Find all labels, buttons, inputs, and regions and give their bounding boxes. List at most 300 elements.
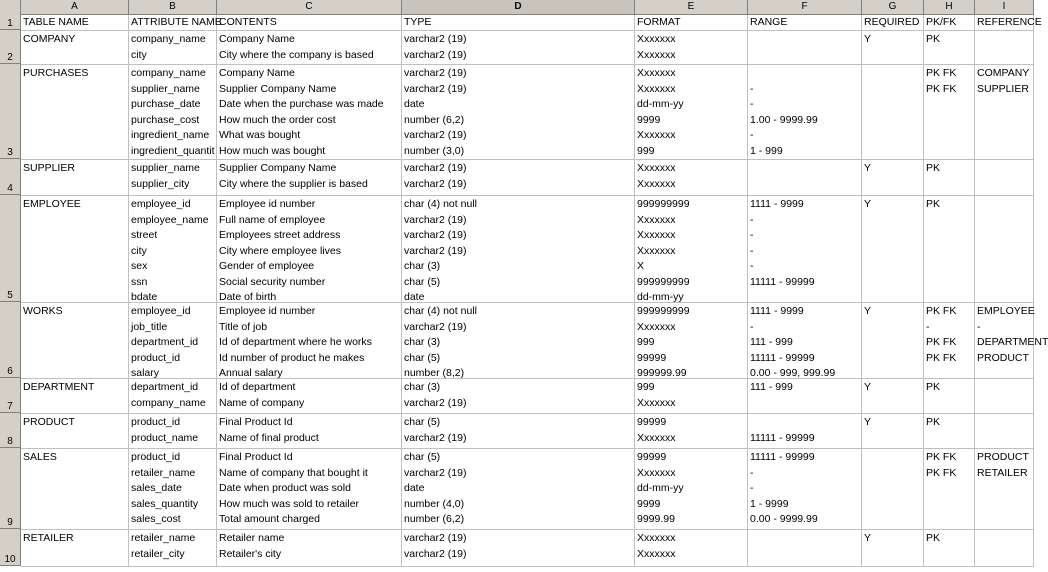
header-label: TABLE NAME — [23, 16, 89, 28]
cell-line: sex — [131, 260, 148, 272]
required-cell[interactable] — [862, 65, 924, 159]
reference-cell[interactable] — [975, 196, 1034, 302]
cell-line: DEPARTMENT — [977, 336, 1048, 348]
cell-line: - — [977, 320, 981, 333]
cell-line: Total amount charged — [219, 513, 320, 525]
attribute-cell[interactable] — [129, 196, 217, 302]
cell-line: Retailer name — [219, 532, 285, 544]
cell-line: employee_id — [131, 198, 191, 210]
cell-line: 999 — [637, 144, 655, 157]
cell-line: City where the supplier is based — [219, 177, 368, 190]
cell-line — [864, 113, 921, 129]
cell-line: char (3) — [404, 381, 441, 393]
type-cell[interactable] — [402, 65, 635, 159]
cell-line: Retailer's city — [219, 547, 282, 560]
cell-line: purchase_date — [131, 98, 201, 110]
cell-line — [750, 547, 859, 563]
cell-line: 99999 — [637, 451, 667, 463]
contents-cell[interactable] — [217, 379, 402, 413]
header-cell-type[interactable] — [402, 15, 635, 30]
cell-line: city — [131, 48, 147, 61]
cell-line: 1111 - 9999 — [750, 305, 804, 317]
reference-cell[interactable] — [975, 449, 1034, 529]
range-cell[interactable] — [748, 31, 862, 64]
row-header-7[interactable] — [0, 378, 21, 413]
row-number: 5 — [7, 290, 13, 301]
row-header-9[interactable] — [0, 448, 21, 529]
cell-line: number (4,0) — [404, 497, 465, 510]
column-header-i[interactable]: I — [975, 0, 1034, 14]
table-row — [21, 31, 1034, 65]
cell-line: - — [750, 320, 754, 333]
table-row — [21, 449, 1034, 530]
row-header-2[interactable] — [0, 30, 21, 64]
cell-line — [750, 32, 859, 48]
reference-cell[interactable] — [975, 530, 1034, 566]
header-label: REFERENCE — [977, 16, 1042, 28]
table-name-cell[interactable] — [21, 530, 129, 566]
cell-line: DEPARTMENT — [23, 381, 95, 393]
reference-cell[interactable] — [975, 414, 1034, 448]
cell-line: RETAILER — [977, 466, 1028, 479]
format-cell[interactable] — [635, 379, 748, 413]
pk-fk-cell[interactable] — [924, 379, 975, 413]
cell-line: date — [404, 98, 425, 110]
cell-line: Title of job — [219, 320, 268, 333]
cell-line — [864, 431, 921, 447]
cell-line: - — [750, 98, 754, 110]
contents-cell[interactable] — [217, 449, 402, 529]
cell-line — [864, 351, 921, 367]
header-row — [21, 15, 1042, 31]
cell-line: varchar2 (19) — [404, 244, 467, 257]
cell-line: char (5) — [404, 451, 441, 463]
attribute-cell[interactable] — [129, 530, 217, 566]
header-cell-range[interactable] — [748, 15, 862, 30]
cell-line — [926, 48, 972, 64]
row-header-4[interactable] — [0, 159, 21, 195]
cell-line — [864, 466, 921, 482]
header-cell-attribute-name[interactable] — [129, 15, 222, 30]
cell-line: number (6,2) — [404, 113, 465, 126]
cell-line: Xxxxxxx — [637, 213, 676, 226]
row-number: 1 — [7, 18, 13, 29]
cell-line — [977, 128, 1031, 144]
cell-line — [977, 113, 1031, 129]
type-cell[interactable] — [402, 530, 635, 566]
cell-line: 1 - 999 — [750, 144, 783, 157]
header-cell-contents[interactable] — [217, 15, 402, 30]
cell-line: 1.00 - 9999.99 — [750, 113, 818, 126]
cell-line — [750, 161, 859, 177]
cell-line: bdate — [131, 291, 158, 303]
cell-line — [977, 481, 1031, 497]
cell-line — [864, 213, 921, 229]
cell-line — [977, 547, 1031, 563]
cell-line — [926, 128, 972, 144]
cell-line: varchar2 (19) — [404, 547, 467, 560]
table-name-cell[interactable] — [21, 65, 129, 159]
cell-line: varchar2 (19) — [404, 396, 467, 409]
cell-line — [977, 259, 1031, 275]
cell-line: City where employee lives — [219, 244, 341, 257]
cell-line: - — [926, 320, 930, 333]
format-cell[interactable] — [635, 160, 748, 195]
header-cell-required[interactable] — [862, 15, 924, 30]
cell-line: Employee id number — [219, 198, 316, 210]
cell-line: 1 - 9999 — [750, 497, 789, 510]
required-cell[interactable] — [862, 303, 924, 378]
cell-line — [864, 128, 921, 144]
attribute-cell[interactable] — [129, 414, 217, 448]
cell-line: - — [750, 213, 754, 226]
cell-line — [750, 66, 859, 82]
cell-line: employee_id — [131, 305, 191, 317]
column-header-a[interactable]: A — [21, 0, 129, 14]
required-cell[interactable] — [862, 414, 924, 448]
reference-cell[interactable] — [975, 65, 1034, 159]
cell-line: dd-mm-yy — [637, 482, 684, 494]
cell-line: supplier_city — [131, 177, 190, 190]
row-header-1[interactable] — [0, 14, 21, 30]
cell-line: Xxxxxxx — [637, 396, 676, 409]
contents-cell[interactable] — [217, 414, 402, 448]
cell-line: PK — [926, 381, 941, 393]
cell-line — [977, 431, 1031, 447]
type-cell[interactable] — [402, 449, 635, 529]
cell-line: EMPLOYEE — [23, 198, 81, 210]
table-row — [21, 160, 1034, 196]
table-name-cell[interactable] — [21, 303, 129, 378]
cell-line: PRODUCT — [977, 351, 1029, 364]
row-header-5[interactable] — [0, 195, 21, 302]
cell-line: 11111 - 99999 — [750, 451, 815, 463]
cell-line: char (4) not null — [404, 305, 477, 317]
table-name-cell[interactable] — [21, 160, 129, 195]
format-cell[interactable] — [635, 414, 748, 448]
row-number: 10 — [4, 554, 16, 565]
cell-line: char (3) — [404, 336, 441, 348]
cell-line: - — [750, 482, 754, 494]
cell-line: X — [637, 260, 645, 272]
row-number: 8 — [7, 436, 13, 447]
cell-line: ssn — [131, 275, 148, 288]
cell-line: Y — [864, 416, 872, 428]
format-cell[interactable] — [635, 196, 748, 302]
cell-line: - — [750, 229, 754, 241]
cell-line: varchar2 (19) — [404, 33, 467, 45]
header-label: ATTRIBUTE NAME — [131, 16, 222, 28]
cell-line — [864, 450, 921, 466]
format-cell[interactable] — [635, 65, 748, 159]
cell-line: How much the order cost — [219, 113, 336, 126]
table-name-cell[interactable] — [21, 379, 129, 413]
cell-line: - — [750, 260, 754, 272]
cell-line — [864, 48, 921, 64]
cell-line — [926, 213, 972, 229]
cell-line: SUPPLIER — [23, 162, 75, 174]
cell-line — [926, 97, 972, 113]
cell-line: City where the company is based — [219, 48, 374, 61]
cell-line — [977, 97, 1031, 113]
cell-line: company_name — [131, 396, 206, 409]
cell-line: Y — [864, 305, 872, 317]
cell-line — [926, 177, 972, 193]
type-cell[interactable] — [402, 303, 635, 378]
reference-cell[interactable] — [975, 160, 1034, 195]
type-cell[interactable] — [402, 196, 635, 302]
cell-line — [977, 415, 1031, 431]
required-cell[interactable] — [862, 449, 924, 529]
table-row — [21, 196, 1034, 303]
cell-line: ingredient_quantit — [131, 144, 215, 157]
cell-line: varchar2 (19) — [404, 177, 467, 190]
cell-line: varchar2 (19) — [404, 229, 467, 241]
header-cell-format[interactable] — [635, 15, 748, 30]
range-cell[interactable] — [748, 160, 862, 195]
cell-line: product_id — [131, 416, 181, 428]
cell-line — [750, 396, 859, 412]
cell-line: number (3,0) — [404, 144, 465, 157]
cell-line — [926, 228, 972, 244]
cell-line: How much was sold to retailer — [219, 497, 360, 510]
cell-line: employee_name — [131, 213, 209, 226]
cell-line — [977, 244, 1031, 260]
header-label: CONTENTS — [219, 16, 277, 28]
required-cell[interactable] — [862, 31, 924, 64]
cell-line — [977, 177, 1031, 193]
cell-line: Social security number — [219, 275, 326, 288]
table-name-cell[interactable] — [21, 196, 129, 302]
cell-line — [864, 97, 921, 113]
attribute-cell[interactable] — [129, 303, 217, 378]
range-cell[interactable] — [748, 530, 862, 566]
cell-line: Company Name — [219, 67, 295, 79]
row-number: 3 — [7, 147, 13, 158]
cell-line: salary — [131, 367, 160, 379]
cell-line: PK FK — [926, 305, 957, 317]
cell-line — [926, 244, 972, 260]
cell-line: company_name — [131, 33, 206, 45]
cell-line: varchar2 (19) — [404, 466, 467, 479]
table-name-cell[interactable] — [21, 31, 129, 64]
cell-line — [926, 547, 972, 563]
cell-line: Y — [864, 381, 872, 393]
column-header-c[interactable]: C — [217, 0, 402, 14]
row-header-6[interactable] — [0, 302, 21, 378]
attribute-cell[interactable] — [129, 379, 217, 413]
range-cell[interactable] — [748, 196, 862, 302]
cell-line: 9999 — [637, 113, 661, 126]
cell-line: product_id — [131, 351, 181, 364]
attribute-cell[interactable] — [129, 65, 217, 159]
cell-line: sales_cost — [131, 513, 181, 525]
format-cell[interactable] — [635, 530, 748, 566]
contents-cell[interactable] — [217, 303, 402, 378]
cell-line: What was bought — [219, 129, 301, 141]
table-row — [21, 379, 1034, 414]
reference-cell[interactable] — [975, 303, 1048, 378]
cell-line: Company Name — [219, 33, 295, 45]
type-cell[interactable] — [402, 414, 635, 448]
cell-line — [977, 396, 1031, 412]
cell-line — [864, 259, 921, 275]
cell-line — [977, 228, 1031, 244]
row-number: 4 — [7, 183, 13, 194]
range-cell[interactable] — [748, 379, 862, 413]
cell-line — [864, 275, 921, 291]
format-cell[interactable] — [635, 31, 748, 64]
cell-line: street — [131, 229, 158, 241]
select-all-corner[interactable] — [0, 0, 21, 14]
header-label: REQUIRED — [864, 16, 920, 28]
cell-line: 0.00 - 999, 999.99 — [750, 367, 836, 379]
attribute-cell[interactable] — [129, 449, 217, 529]
cell-line: PK — [926, 33, 941, 45]
header-cell-reference[interactable] — [975, 15, 1042, 30]
format-cell[interactable] — [635, 303, 748, 378]
cell-line — [864, 512, 921, 528]
pk-fk-cell[interactable] — [924, 65, 975, 159]
cell-line: 1111 - 9999 — [750, 198, 804, 210]
cell-line: Final Product Id — [219, 451, 293, 463]
contents-cell[interactable] — [217, 196, 402, 302]
cell-line: supplier_name — [131, 82, 200, 95]
pk-fk-cell[interactable] — [924, 303, 975, 378]
cell-line: company_name — [131, 67, 206, 79]
cell-line — [864, 335, 921, 351]
cell-line: Id of department — [219, 381, 296, 393]
cell-line: Xxxxxxx — [637, 82, 676, 95]
required-cell[interactable] — [862, 160, 924, 195]
contents-cell[interactable] — [217, 65, 402, 159]
attribute-cell[interactable] — [129, 31, 217, 64]
cell-line: varchar2 (19) — [404, 162, 467, 174]
header-cell-pk-fk[interactable] — [924, 15, 975, 30]
column-header-b[interactable]: B — [129, 0, 217, 14]
column-header-h[interactable]: H — [924, 0, 975, 14]
cell-line — [926, 512, 972, 528]
format-cell[interactable] — [635, 449, 748, 529]
cell-line: Xxxxxxx — [637, 547, 676, 560]
contents-cell[interactable] — [217, 530, 402, 566]
cell-line: retailer_name — [131, 532, 196, 544]
header-cell-table-name[interactable] — [21, 15, 129, 30]
cell-line — [977, 512, 1031, 528]
cell-line: PK — [926, 416, 941, 428]
cell-line: PK — [926, 532, 941, 544]
attribute-cell[interactable] — [129, 160, 217, 195]
cell-line: 9999.99 — [637, 513, 675, 525]
cell-line: varchar2 (19) — [404, 320, 467, 333]
pk-fk-cell[interactable] — [924, 414, 975, 448]
pk-fk-cell[interactable] — [924, 31, 975, 64]
cell-line: char (5) — [404, 275, 441, 288]
cell-line: - — [750, 129, 754, 141]
column-header-e[interactable]: E — [635, 0, 748, 14]
cell-line: number (8,2) — [404, 367, 465, 379]
cell-line — [750, 415, 859, 431]
row-header-3[interactable] — [0, 64, 21, 159]
table-name-cell[interactable] — [21, 414, 129, 448]
cell-line: department_id — [131, 336, 199, 348]
cell-line: Name of final product — [219, 431, 319, 444]
reference-cell[interactable] — [975, 379, 1034, 413]
required-cell[interactable] — [862, 530, 924, 566]
cell-line: SUPPLIER — [977, 82, 1029, 95]
required-cell[interactable] — [862, 379, 924, 413]
row-header-8[interactable] — [0, 413, 21, 448]
cell-line — [864, 481, 921, 497]
cell-line — [926, 431, 972, 447]
cell-line: Y — [864, 198, 872, 210]
cell-line: Supplier Company Name — [219, 162, 337, 174]
type-cell[interactable] — [402, 379, 635, 413]
cell-line: product_name — [131, 431, 199, 444]
cell-line — [864, 320, 921, 336]
cell-line: city — [131, 244, 147, 257]
reference-cell[interactable] — [975, 31, 1034, 64]
cell-line: Gender of employee — [219, 260, 315, 272]
column-header-f[interactable]: F — [748, 0, 862, 14]
cell-line: number (6,2) — [404, 513, 465, 525]
cell-line — [926, 113, 972, 129]
contents-cell[interactable] — [217, 31, 402, 64]
column-header-g[interactable]: G — [862, 0, 924, 14]
cell-line: RETAILER — [23, 532, 74, 544]
cell-line: PURCHASES — [23, 67, 89, 79]
contents-cell[interactable] — [217, 160, 402, 195]
cell-line: 111 - 999 — [750, 381, 793, 393]
required-cell[interactable] — [862, 196, 924, 302]
cell-line: sales_date — [131, 482, 182, 494]
cell-line: 99999 — [637, 351, 667, 364]
cell-line — [977, 380, 1031, 396]
cell-line: - — [750, 244, 754, 257]
table-name-cell[interactable] — [21, 449, 129, 529]
range-cell[interactable] — [748, 449, 862, 529]
range-cell[interactable] — [748, 414, 862, 448]
cell-line: ingredient_name — [131, 129, 210, 141]
cell-line: char (4) not null — [404, 198, 477, 210]
range-cell[interactable] — [748, 303, 862, 378]
pk-fk-cell[interactable] — [924, 449, 975, 529]
cell-line: Y — [864, 162, 872, 174]
cell-line: PK — [926, 162, 941, 174]
row-header-10[interactable] — [0, 529, 21, 566]
header-label: TYPE — [404, 16, 432, 28]
pk-fk-cell[interactable] — [924, 160, 975, 195]
pk-fk-cell[interactable] — [924, 530, 975, 566]
type-cell[interactable] — [402, 31, 635, 64]
cell-line: 99999 — [637, 416, 667, 428]
type-cell[interactable] — [402, 160, 635, 195]
cell-line: 0.00 - 9999.99 — [750, 513, 818, 525]
cell-line: Date when product was sold — [219, 482, 351, 494]
cell-line: Final Product Id — [219, 416, 293, 428]
cell-line: 999999999 — [637, 305, 690, 317]
cell-line — [977, 161, 1031, 177]
pk-fk-cell[interactable] — [924, 196, 975, 302]
cell-line: retailer_city — [131, 547, 185, 560]
cell-line: Full name of employee — [219, 213, 326, 226]
cell-line: PK FK — [926, 451, 957, 463]
column-header-d[interactable]: D — [402, 0, 635, 14]
range-cell[interactable] — [748, 65, 862, 159]
cell-line: 999999999 — [637, 275, 690, 288]
cell-line — [864, 396, 921, 412]
table-row — [21, 65, 1034, 160]
